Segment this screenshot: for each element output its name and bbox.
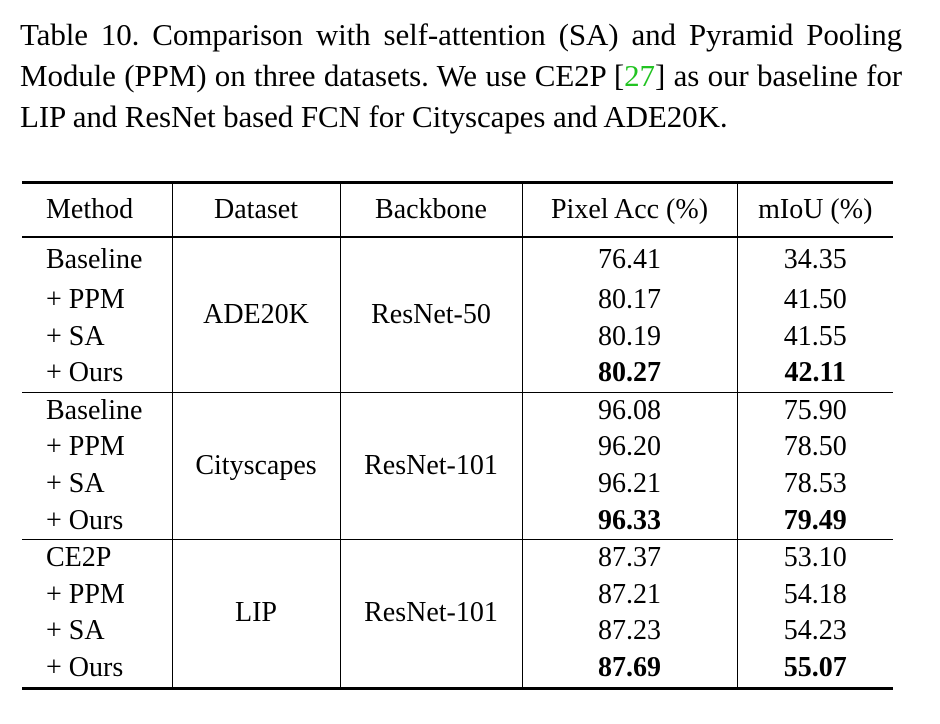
- method-cell: + Ours: [22, 503, 172, 540]
- miou-cell: 78.50: [783, 431, 847, 463]
- table-caption: [20, 14, 902, 137]
- caption-text-end: ] as our baseline for LIP and ResNet based FCN for Cityscapes and ADE20K.: [20, 58, 902, 134]
- miou-best-cell: 42.11: [784, 357, 846, 389]
- pixel-acc-best-cell: 87.69: [522, 650, 737, 688]
- header-dataset: Dataset: [172, 183, 340, 238]
- header-pixel-acc: Pixel Acc (%): [522, 183, 737, 238]
- pixel-acc-cell: 80.17: [522, 282, 737, 319]
- method-cell: + Ours: [22, 355, 172, 392]
- caption-text-start: Table 10. Comparison with self-attention (SA) and Pyramid Pooling Module (PPM) on three datasets. We use CE2P [: [20, 17, 902, 93]
- group-cityscapes: [22, 392, 893, 539]
- results-table-container: [22, 181, 893, 690]
- method-cell: + PPM: [22, 429, 172, 466]
- method-cell: + PPM: [22, 282, 172, 319]
- pixel-acc-cell: 80.19: [522, 319, 737, 356]
- method-cell: Baseline: [22, 237, 172, 282]
- results-table: [22, 181, 893, 690]
- method-cell: CE2P: [22, 540, 172, 577]
- pixel-acc-cell: 87.21: [522, 577, 737, 614]
- miou-cell: 78.53: [783, 467, 847, 499]
- miou-cell: 54.18: [783, 578, 847, 610]
- table-row: [22, 540, 893, 577]
- miou-cell: 34.35: [783, 244, 847, 275]
- header-method: Method: [22, 183, 172, 238]
- dataset-cell: ADE20K: [172, 237, 340, 392]
- backbone-cell: ResNet-50: [340, 237, 522, 392]
- pixel-acc-cell: 96.08: [522, 392, 737, 429]
- table-row: [22, 392, 893, 429]
- pixel-acc-cell: 87.37: [522, 540, 737, 577]
- miou-cell: 54.23: [783, 615, 847, 647]
- header-miou: mIoU (%): [758, 194, 873, 225]
- citation-link[interactable]: 27: [624, 58, 655, 93]
- method-cell: + Ours: [22, 650, 172, 688]
- dataset-cell: LIP: [172, 540, 340, 688]
- dataset-cell: Cityscapes: [172, 392, 340, 539]
- backbone-cell: ResNet-101: [340, 540, 522, 688]
- miou-cell: 41.55: [783, 320, 847, 352]
- method-cell: + PPM: [22, 577, 172, 614]
- backbone-cell: ResNet-101: [340, 392, 522, 539]
- table-row: [22, 237, 893, 282]
- pixel-acc-cell: 76.41: [522, 237, 737, 282]
- group-lip: [22, 540, 893, 688]
- pixel-acc-cell: 96.20: [522, 429, 737, 466]
- pixel-acc-best-cell: 96.33: [522, 503, 737, 540]
- pixel-acc-cell: 87.23: [522, 613, 737, 650]
- table-header: [22, 183, 893, 238]
- header-backbone: Backbone: [340, 183, 522, 238]
- miou-cell: 53.10: [783, 542, 847, 574]
- miou-cell: 75.90: [783, 394, 847, 426]
- method-cell: + SA: [22, 319, 172, 356]
- pixel-acc-best-cell: 80.27: [522, 355, 737, 392]
- method-cell: Baseline: [22, 392, 172, 429]
- method-cell: + SA: [22, 613, 172, 650]
- miou-best-cell: 79.49: [783, 504, 847, 536]
- header-row: [22, 183, 893, 238]
- miou-cell: 41.50: [783, 284, 847, 315]
- pixel-acc-cell: 96.21: [522, 466, 737, 503]
- method-cell: + SA: [22, 466, 172, 503]
- group-ade20k: [22, 237, 893, 392]
- miou-best-cell: 55.07: [783, 651, 847, 683]
